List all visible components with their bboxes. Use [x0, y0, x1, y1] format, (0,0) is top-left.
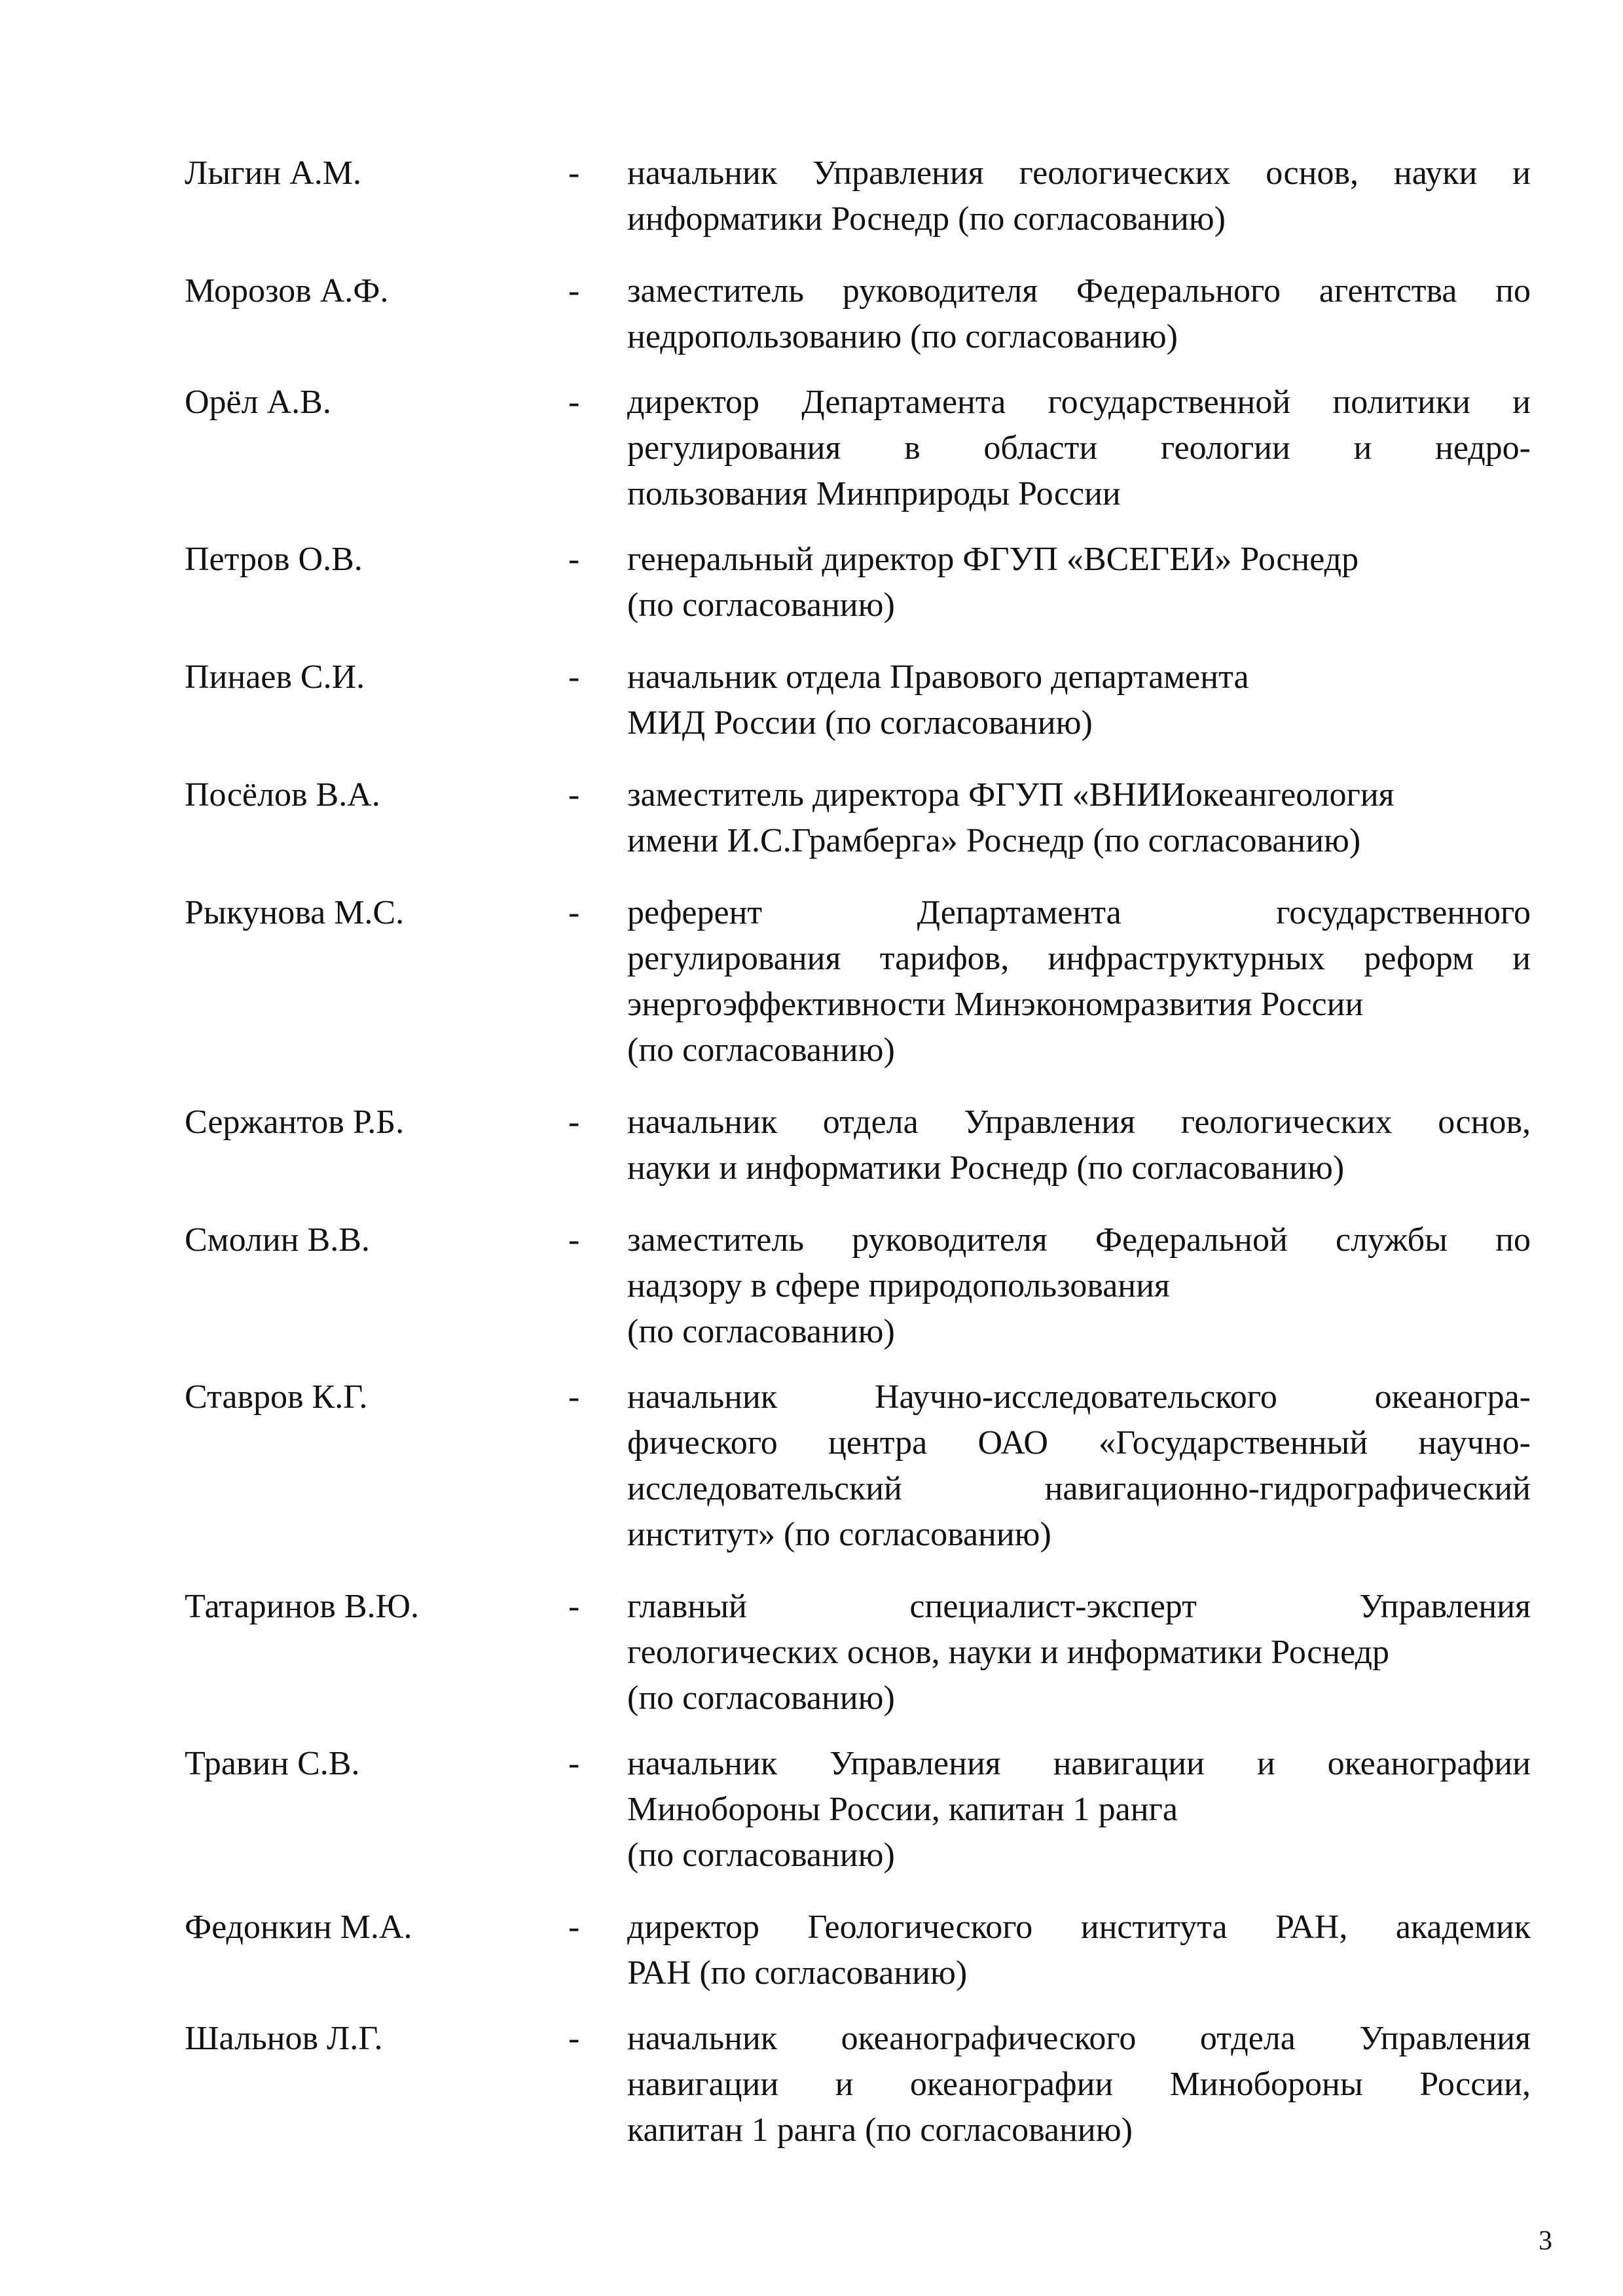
dash-separator: - [568, 894, 580, 931]
position-line: главный специалист-эксперт Управления [627, 1588, 1531, 1625]
member-name: Орёл А.В. [185, 384, 331, 421]
member-name: Татаринов В.Ю. [185, 1588, 419, 1625]
position-line: регулирования в области геологии и недро- [627, 429, 1531, 467]
position-line: генеральный директор ФГУП «ВСЕГЕИ» Роснедр [627, 541, 1359, 578]
position-line: энергоэффективности Минэкономразвития России [627, 986, 1364, 1023]
position-line: начальник отдела Правового департамента [627, 658, 1249, 696]
position-line: заместитель руководителя Федерального агентства по [627, 272, 1531, 310]
dash-separator: - [568, 1745, 580, 1782]
dash-separator: - [568, 272, 580, 310]
member-name: Ставров К.Г. [185, 1378, 368, 1416]
position-line: директор Департамента государственной политики и [627, 384, 1531, 421]
member-name: Лыгин А.М. [185, 154, 361, 192]
position-line: начальник океанографического отдела Управления [627, 2020, 1531, 2057]
member-name: Рыкунова М.С. [185, 894, 405, 931]
position-line: начальник отдела Управления геологических основ, [627, 1103, 1531, 1141]
dash-separator: - [568, 384, 580, 421]
position-line: (по согласованию) [627, 1031, 895, 1069]
dash-separator: - [568, 1378, 580, 1416]
member-name: Сержантов Р.Б. [185, 1103, 405, 1141]
page-number: 3 [1539, 2226, 1552, 2256]
position-line: навигации и океанографии Минобороны России, [627, 2066, 1531, 2103]
position-line: начальник Управления геологических основ, науки и [627, 154, 1531, 192]
position-line: МИД России (по согласованию) [627, 704, 1093, 742]
position-line: Минобороны России, капитан 1 ранга [627, 1791, 1178, 1828]
position-line: начальник Научно-исследовательского океаногра- [627, 1378, 1531, 1416]
position-line: референт Департамента государственного [627, 894, 1531, 931]
position-line: (по согласованию) [627, 586, 895, 624]
position-line: заместитель руководителя Федеральной службы по [627, 1221, 1531, 1259]
dash-separator: - [568, 2020, 580, 2057]
position-line: (по согласованию) [627, 1679, 895, 1717]
member-name: Шальнов Л.Г. [185, 2020, 383, 2057]
member-name: Федонкин М.А. [185, 1909, 412, 1946]
position-line: имени И.С.Грамберга» Роснедр (по согласованию) [627, 822, 1361, 859]
position-line: исследовательский навигационно-гидрографический [627, 1470, 1531, 1507]
member-position [627, 2016, 1531, 2153]
member-position [627, 655, 1531, 746]
member-position [627, 1584, 1531, 1721]
position-line: институт» (по согласованию) [627, 1516, 1051, 1553]
position-line: пользования Минприроды России [627, 475, 1121, 512]
member-position [627, 890, 1531, 1073]
dash-separator: - [568, 658, 580, 696]
position-line: геологических основ, науки и информатики Роснедр [627, 1634, 1389, 1671]
member-name: Посёлов В.А. [185, 776, 380, 814]
dash-separator: - [568, 776, 580, 814]
dash-separator: - [568, 1103, 580, 1141]
member-name: Травин С.В. [185, 1745, 360, 1782]
member-position [627, 772, 1531, 864]
member-position [627, 380, 1531, 517]
member-position [627, 1741, 1531, 1878]
member-position [627, 1217, 1531, 1355]
position-line: (по согласованию) [627, 1313, 895, 1350]
dash-separator: - [568, 1909, 580, 1946]
position-line: РАН (по согласованию) [627, 1954, 968, 1992]
dash-separator: - [568, 154, 580, 192]
member-name: Пинаев С.И. [185, 658, 365, 696]
member-position [627, 537, 1531, 628]
position-line: регулирования тарифов, инфраструктурных реформ и [627, 940, 1531, 977]
position-line: (по согласованию) [627, 1837, 895, 1874]
member-position [627, 1374, 1531, 1558]
member-position [627, 151, 1531, 242]
member-position [627, 1905, 1531, 1996]
dash-separator: - [568, 1588, 580, 1625]
position-line: фического центра ОАО «Государственный научно- [627, 1424, 1531, 1462]
position-line: науки и информатики Роснедр (по согласованию) [627, 1149, 1345, 1187]
member-position [627, 268, 1531, 360]
member-name: Морозов А.Ф. [185, 272, 389, 310]
position-line: капитан 1 ранга (по согласованию) [627, 2111, 1133, 2149]
dash-separator: - [568, 1221, 580, 1259]
member-position [627, 1100, 1531, 1191]
position-line: недропользованию (по согласованию) [627, 318, 1178, 355]
position-line: директор Геологического института РАН, академик [627, 1909, 1531, 1946]
position-line: начальник Управления навигации и океанографии [627, 1745, 1531, 1782]
member-name: Петров О.В. [185, 541, 363, 578]
position-line: надзору в сфере природопользования [627, 1267, 1170, 1304]
position-line: заместитель директора ФГУП «ВНИИокеангеология [627, 776, 1395, 814]
dash-separator: - [568, 541, 580, 578]
member-name: Смолин В.В. [185, 1221, 370, 1259]
position-line: информатики Роснедр (по согласованию) [627, 200, 1226, 238]
